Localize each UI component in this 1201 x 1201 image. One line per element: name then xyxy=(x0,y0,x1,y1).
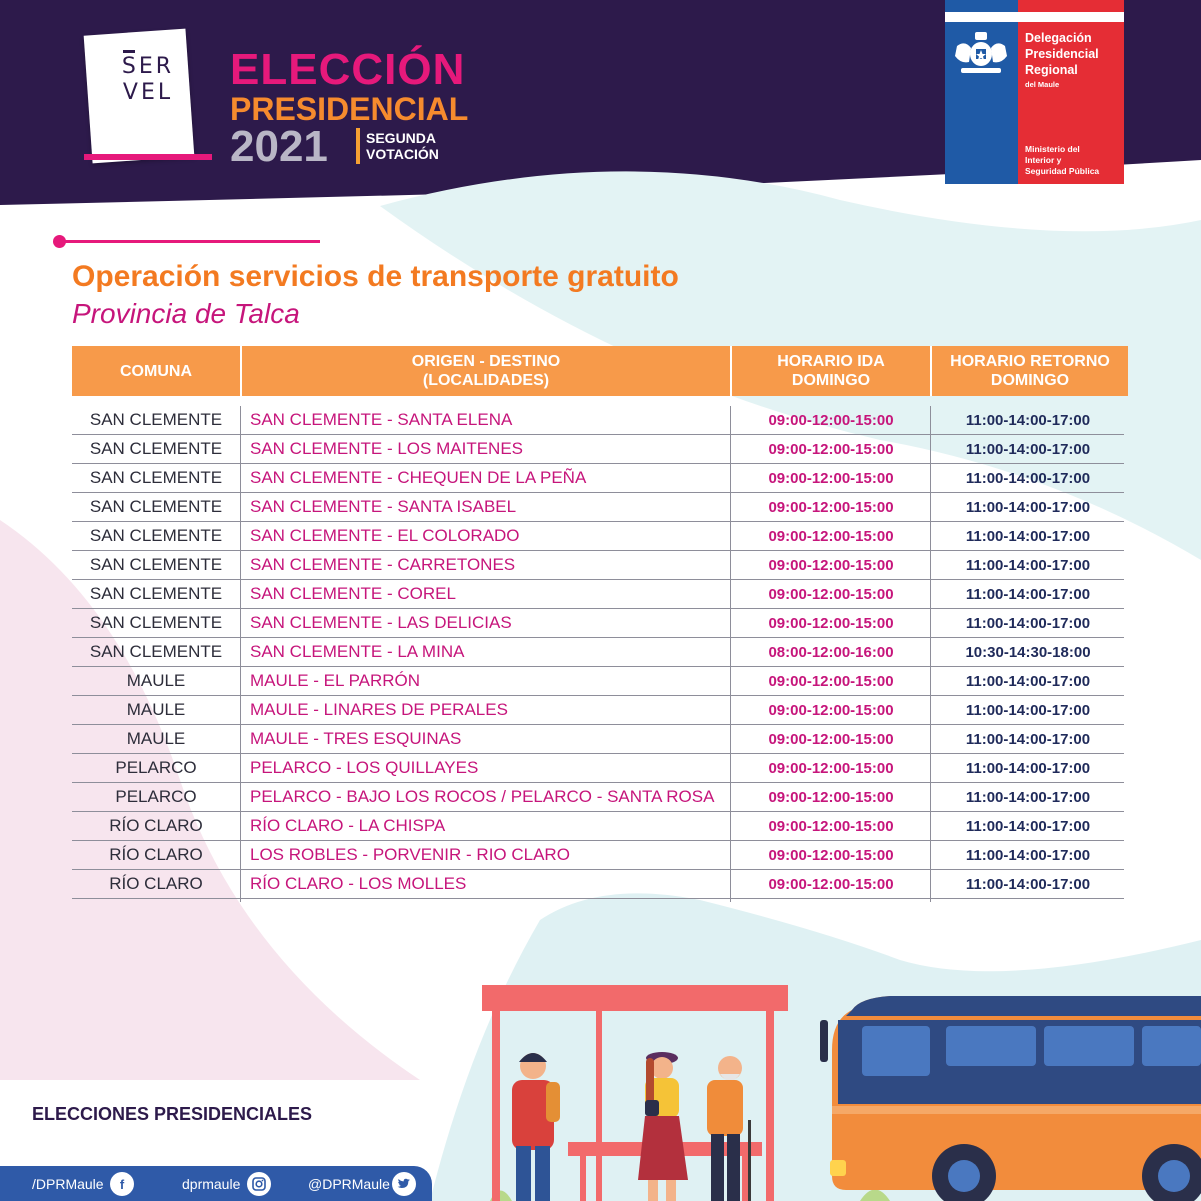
gov-logo-title: Delegación Presidencial Regional xyxy=(1025,31,1099,77)
passenger-man xyxy=(512,1053,560,1201)
cell-origen-destino: SAN CLEMENTE - LA MINA xyxy=(250,642,465,661)
cell-horario-retorno: 11:00-14:00-17:00 xyxy=(965,498,1091,516)
footer-title: ELECCIONES PRESIDENCIALES xyxy=(32,1104,313,1124)
cell-comuna: PELARCO xyxy=(115,787,197,806)
cell-horario-retorno: 10:30-14:30-18:00 xyxy=(965,643,1091,661)
cell-horario-ida: 09:00-12:00-15:00 xyxy=(768,788,894,806)
cell-origen-destino: MAULE - TRES ESQUINAS xyxy=(250,729,462,748)
cell-horario-ida: 09:00-12:00-15:00 xyxy=(768,701,894,719)
cell-horario-retorno: 11:00-14:00-17:00 xyxy=(965,614,1091,632)
cell-horario-ida: 09:00-12:00-15:00 xyxy=(768,730,894,748)
instagram-icon[interactable] xyxy=(247,1172,271,1196)
bus xyxy=(820,996,1201,1201)
cell-horario-ida: 08:00-12:00-16:00 xyxy=(768,643,894,661)
cell-horario-ida: 09:00-12:00-15:00 xyxy=(768,846,894,864)
cell-origen-destino: SAN CLEMENTE - COREL xyxy=(250,584,456,603)
cell-horario-retorno: 11:00-14:00-17:00 xyxy=(965,527,1091,545)
cell-horario-ida: 09:00-12:00-15:00 xyxy=(768,585,894,603)
cell-comuna: SAN CLEMENTE xyxy=(89,642,223,661)
cell-horario-ida: 09:00-12:00-15:00 xyxy=(768,411,894,429)
cell-horario-retorno: 11:00-14:00-17:00 xyxy=(965,788,1091,806)
page-title: Operación servicios de transporte gratuito xyxy=(72,260,679,293)
gov-logo-region: del Maule xyxy=(1025,80,1060,89)
cell-comuna: SAN CLEMENTE xyxy=(89,468,223,487)
page-subtitle: Provincia de Talca xyxy=(72,298,300,329)
facebook-handle[interactable]: /DPRMaule xyxy=(32,1176,104,1192)
cell-comuna: SAN CLEMENTE xyxy=(89,555,223,574)
cell-comuna: SAN CLEMENTE xyxy=(89,410,223,429)
cell-origen-destino: SAN CLEMENTE - CARRETONES xyxy=(250,555,516,574)
cell-horario-retorno: 11:00-14:00-17:00 xyxy=(965,672,1091,690)
cell-comuna: RÍO CLARO xyxy=(109,816,203,835)
cell-origen-destino: SAN CLEMENTE - LOS MAITENES xyxy=(250,439,523,458)
cell-horario-retorno: 11:00-14:00-17:00 xyxy=(965,469,1091,487)
cell-horario-retorno: 11:00-14:00-17:00 xyxy=(965,875,1091,893)
cell-comuna: SAN CLEMENTE xyxy=(89,584,223,603)
cell-comuna: MAULE xyxy=(126,729,186,748)
cell-origen-destino: SAN CLEMENTE - EL COLORADO xyxy=(250,526,520,545)
cell-comuna: MAULE xyxy=(126,700,186,719)
header-comuna: COMUNA xyxy=(120,362,192,380)
instagram-handle[interactable]: dprmaule xyxy=(182,1176,241,1192)
twitter-icon[interactable] xyxy=(392,1172,416,1196)
election-year: 2021 xyxy=(230,122,328,171)
cell-origen-destino: SAN CLEMENTE - LAS DELICIAS xyxy=(250,613,512,632)
cell-horario-ida: 09:00-12:00-15:00 xyxy=(768,527,894,545)
cell-comuna: SAN CLEMENTE xyxy=(89,439,223,458)
header-horario-ida: HORARIO IDA DOMINGO xyxy=(777,353,885,389)
header-origen-destino: ORIGEN - DESTINO (LOCALIDADES) xyxy=(411,353,561,389)
cell-comuna: SAN CLEMENTE xyxy=(89,613,223,632)
cell-horario-retorno: 11:00-14:00-17:00 xyxy=(965,846,1091,864)
gov-logo-ministry: Ministerio del Interior y Seguridad Pública xyxy=(1025,144,1100,176)
passenger-woman xyxy=(638,1052,688,1201)
cell-origen-destino: SAN CLEMENTE - SANTA ISABEL xyxy=(250,497,517,516)
cell-comuna: SAN CLEMENTE xyxy=(89,526,223,545)
cell-horario-ida: 09:00-12:00-15:00 xyxy=(768,759,894,777)
cell-horario-ida: 09:00-12:00-15:00 xyxy=(768,875,894,893)
cell-horario-retorno: 11:00-14:00-17:00 xyxy=(965,759,1091,777)
cell-comuna: RÍO CLARO xyxy=(109,874,203,893)
cell-comuna: PELARCO xyxy=(115,758,197,777)
cell-origen-destino: RÍO CLARO - LA CHISPA xyxy=(250,816,446,835)
servel-logo-text: SER VEL xyxy=(121,54,175,105)
header-horario-retorno: HORARIO RETORNO DOMINGO xyxy=(950,353,1110,389)
cell-horario-ida: 09:00-12:00-15:00 xyxy=(768,556,894,574)
cell-origen-destino: MAULE - LINARES DE PERALES xyxy=(250,700,508,719)
cell-horario-retorno: 11:00-14:00-17:00 xyxy=(965,585,1091,603)
cell-comuna: MAULE xyxy=(126,671,186,690)
cell-origen-destino: MAULE - EL PARRÓN xyxy=(250,671,421,690)
cell-horario-ida: 09:00-12:00-15:00 xyxy=(768,469,894,487)
cell-horario-ida: 09:00-12:00-15:00 xyxy=(768,498,894,516)
election-title-line2: PRESIDENCIAL xyxy=(230,91,469,127)
cell-horario-ida: 09:00-12:00-15:00 xyxy=(768,440,894,458)
cell-origen-destino: RÍO CLARO - LOS MOLLES xyxy=(250,874,467,893)
election-title-line1: ELECCIÓN xyxy=(230,45,466,94)
cell-horario-ida: 09:00-12:00-15:00 xyxy=(768,817,894,835)
cell-horario-retorno: 11:00-14:00-17:00 xyxy=(965,817,1091,835)
cell-horario-retorno: 11:00-14:00-17:00 xyxy=(965,411,1091,429)
cell-origen-destino: PELARCO - BAJO LOS ROCOS / PELARCO - SANTA ROSA xyxy=(250,787,715,806)
cell-comuna: RÍO CLARO xyxy=(109,845,203,864)
cell-horario-retorno: 11:00-14:00-17:00 xyxy=(965,440,1091,458)
cell-horario-ida: 09:00-12:00-15:00 xyxy=(768,614,894,632)
cell-origen-destino: SAN CLEMENTE - SANTA ELENA xyxy=(250,410,513,429)
cell-horario-retorno: 11:00-14:00-17:00 xyxy=(965,730,1091,748)
cell-horario-retorno: 11:00-14:00-17:00 xyxy=(965,556,1091,574)
cell-origen-destino: LOS ROBLES - PORVENIR - RIO CLARO xyxy=(250,845,570,864)
cell-horario-retorno: 11:00-14:00-17:00 xyxy=(965,701,1091,719)
cell-comuna: SAN CLEMENTE xyxy=(89,497,223,516)
twitter-handle[interactable]: @DPRMaule xyxy=(308,1176,390,1192)
facebook-icon[interactable]: f xyxy=(110,1172,134,1196)
cell-origen-destino: SAN CLEMENTE - CHEQUEN DE LA PEÑA xyxy=(250,468,587,487)
cell-origen-destino: PELARCO - LOS QUILLAYES xyxy=(250,758,479,777)
election-round: SEGUNDA VOTACIÓN xyxy=(366,130,439,162)
cell-horario-ida: 09:00-12:00-15:00 xyxy=(768,672,894,690)
